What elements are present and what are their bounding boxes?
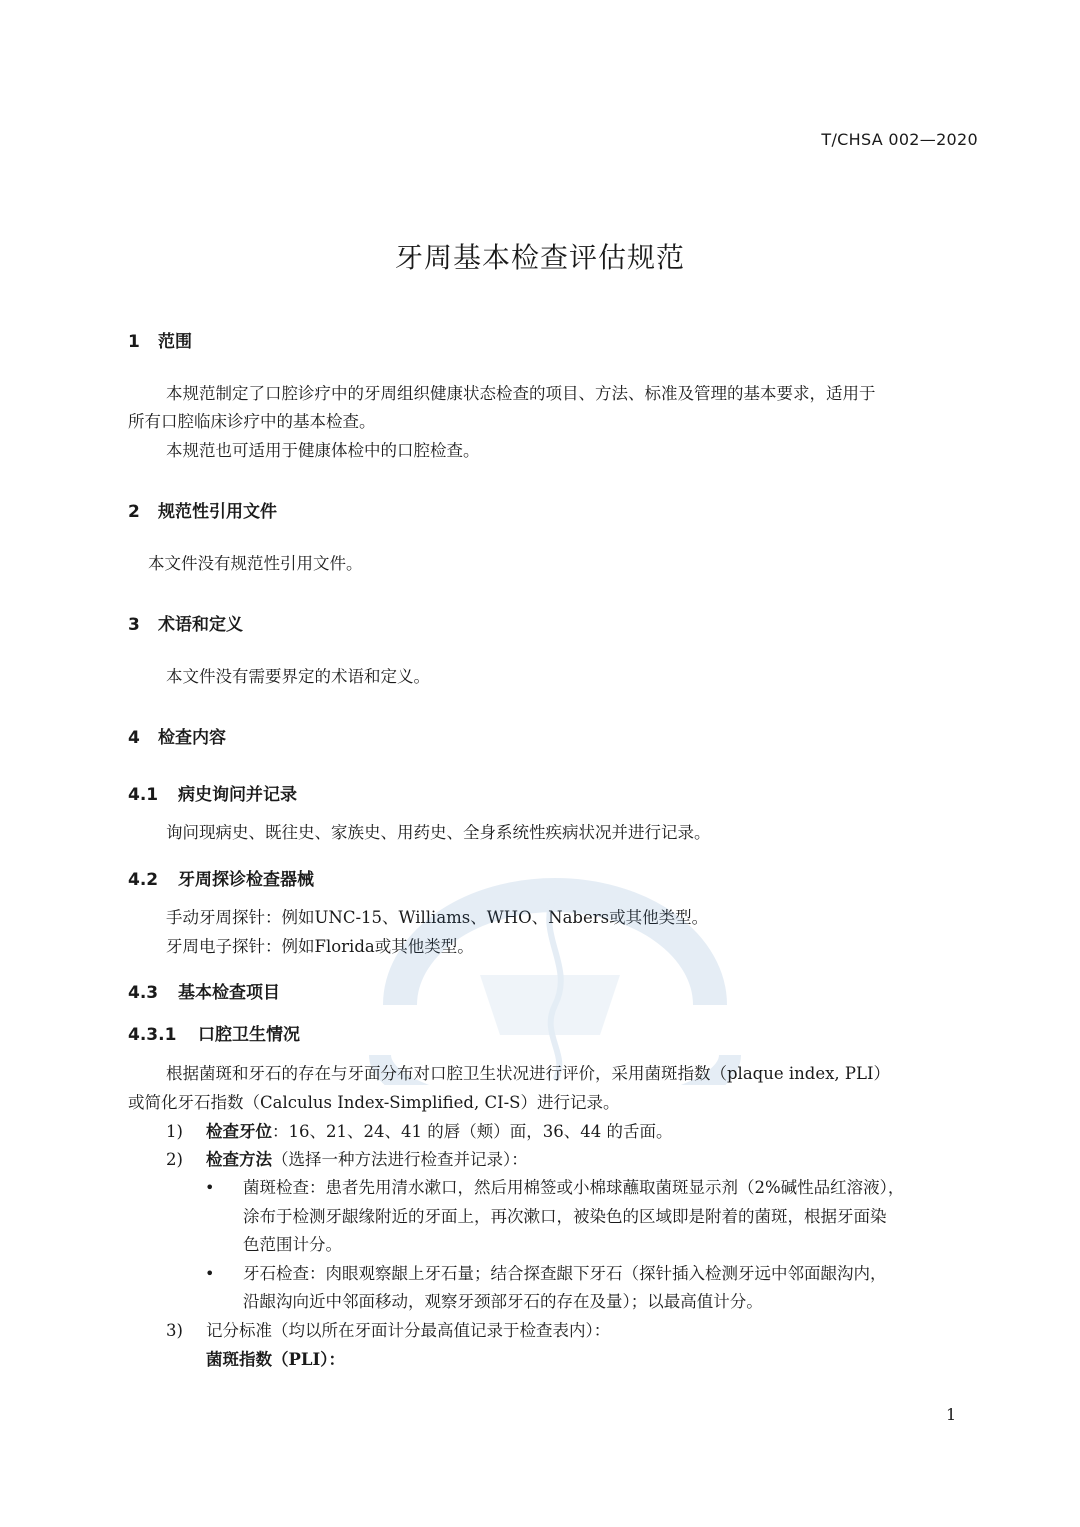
section-title: 牙周探诊检查器械 bbox=[178, 870, 314, 890]
section-title: 术语和定义 bbox=[158, 615, 243, 635]
section-title: 基本检查项目 bbox=[178, 983, 280, 1003]
bullet-text-line: 菌斑检查：患者先用清水漱口，然后用棉签或小棉球蘸取菌斑显示剂（2%碱性品红溶液）， bbox=[243, 1178, 905, 1197]
list-item bbox=[166, 1146, 528, 1174]
paragraph: 本文件没有规范性引用文件。 bbox=[148, 554, 363, 573]
section-title: 检查内容 bbox=[158, 728, 226, 748]
paragraph: 本规范也可适用于健康体检中的口腔检查。 bbox=[166, 441, 480, 460]
section-number: 4.1 bbox=[128, 785, 159, 805]
subsection-heading-4-3 bbox=[128, 978, 280, 1003]
subsection-heading-4-1 bbox=[128, 780, 297, 805]
subheading-pli: 菌斑指数（PLI）： bbox=[206, 1350, 345, 1369]
section-title: 口腔卫生情况 bbox=[198, 1025, 300, 1045]
paragraph-line: 所有口腔临床诊疗中的基本检查。 bbox=[128, 412, 376, 431]
section-title: 病史询问并记录 bbox=[178, 785, 297, 805]
section-heading-1 bbox=[128, 327, 192, 352]
subsection-heading-4-3-1 bbox=[128, 1020, 300, 1045]
list-item bbox=[166, 1118, 672, 1146]
paragraph-line: 本规范制定了口腔诊疗中的牙周组织健康状态检查的项目、方法、标准及管理的基本要求，适用于 bbox=[166, 384, 876, 403]
section-number: 2 bbox=[128, 502, 140, 522]
section-number: 3 bbox=[128, 615, 140, 635]
section-heading-3 bbox=[128, 610, 243, 635]
paragraph: 本文件没有需要界定的术语和定义。 bbox=[166, 667, 430, 686]
section-title: 范围 bbox=[158, 332, 192, 352]
paragraph-line: 或简化牙石指数（Calculus Index-Simplified, CI-S）进行记录。 bbox=[128, 1093, 620, 1112]
page-number: 1 bbox=[946, 1405, 957, 1424]
section-heading-4 bbox=[128, 723, 226, 748]
paragraph: 询问现病史、既往史、家族史、用药史、全身系统性疾病状况并进行记录。 bbox=[166, 823, 711, 842]
document-title: 牙周基本检查评估规范 bbox=[394, 241, 685, 274]
list-number: 2) bbox=[166, 1150, 183, 1169]
paragraph: 牙周电子探针：例如Florida或其他类型。 bbox=[166, 937, 474, 956]
bullet-symbol: • bbox=[205, 1264, 215, 1283]
section-number: 4.2 bbox=[128, 870, 159, 890]
section-title: 规范性引用文件 bbox=[158, 502, 277, 522]
document-code: T/CHSA 002—2020 bbox=[821, 130, 978, 149]
bullet-text-line: 色范围计分。 bbox=[243, 1235, 342, 1254]
list-item bbox=[166, 1317, 610, 1345]
paragraph-line: 根据菌斑和牙石的存在与牙面分布对口腔卫生状况进行评价，采用菌斑指数（plaque index, PLI） bbox=[166, 1064, 890, 1083]
watermark-logo bbox=[360, 855, 750, 1085]
bullet-text-line: 涂布于检测牙龈缘附近的牙面上，再次漱口，被染色的区域即是附着的菌斑，根据牙面染 bbox=[243, 1207, 887, 1226]
bullet-text-line: 沿龈沟向近中邻面移动，观察牙颈部牙石的存在及量）；以最高值计分。 bbox=[243, 1292, 763, 1311]
subsection-heading-4-2 bbox=[128, 865, 314, 890]
section-number: 4.3 bbox=[128, 983, 159, 1003]
bullet-text-line: 牙石检查：肉眼观察龈上牙石量；结合探查龈下牙石（探针插入检测牙远中邻面龈沟内， bbox=[243, 1264, 887, 1283]
section-number: 1 bbox=[128, 332, 140, 352]
section-number: 4 bbox=[128, 728, 140, 748]
list-text: ：16、21、24、41 的唇（颊）面，36、44 的舌面。 bbox=[272, 1122, 673, 1141]
section-number: 4.3.1 bbox=[128, 1025, 177, 1045]
list-number: 3) bbox=[166, 1321, 183, 1340]
list-number: 1) bbox=[166, 1122, 183, 1141]
section-heading-2 bbox=[128, 497, 277, 522]
bullet-symbol: • bbox=[205, 1178, 215, 1197]
list-text: （选择一种方法进行检查并记录）： bbox=[272, 1150, 528, 1169]
list-text: 记分标准（均以所在牙面计分最高值记录于检查表内）： bbox=[206, 1321, 611, 1340]
paragraph: 手动牙周探针：例如UNC-15、Williams、WHO、Nabers或其他类型。 bbox=[166, 908, 709, 927]
list-label: 检查方法 bbox=[206, 1150, 272, 1169]
list-label: 检查牙位 bbox=[206, 1122, 272, 1141]
